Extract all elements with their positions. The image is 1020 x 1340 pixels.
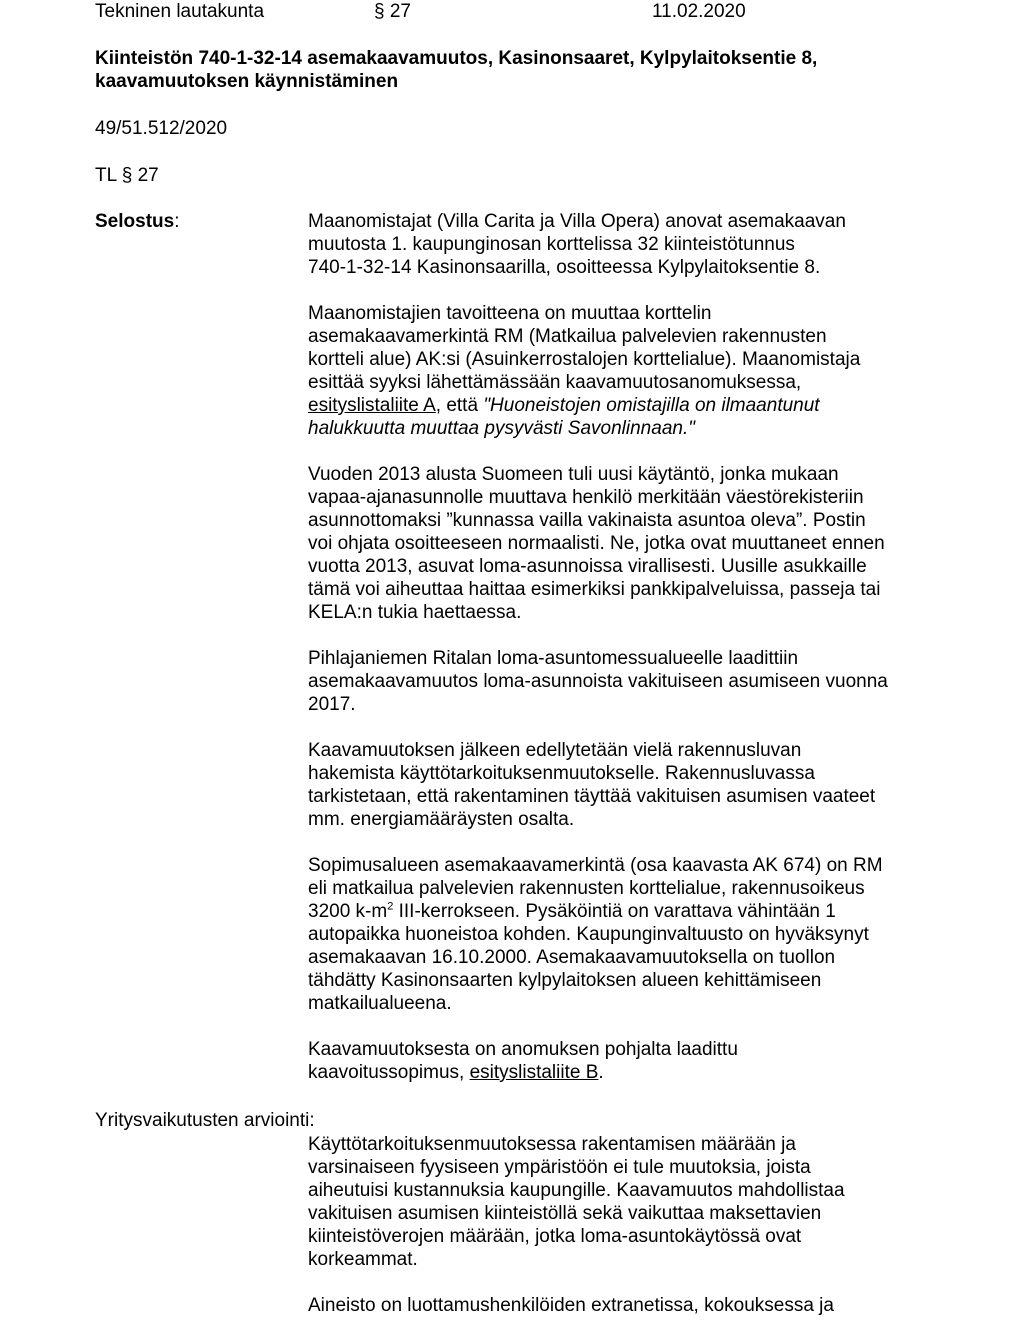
document-title [95, 47, 915, 93]
selostus-label [95, 210, 179, 233]
text-line: asemakaavan 16.10.2000. Asemakaavamuutoksella on tuollon [308, 947, 836, 968]
quote-text: halukkuutta muuttaa pysyvästi Savonlinnaan." [308, 418, 695, 439]
text-line: autopaikka huoneistoa kohden. Kaupunginvaltuusto on hyväksynyt [308, 924, 869, 945]
title-line: kaavamuutoksen käynnistäminen [95, 71, 399, 92]
attachment-a-link[interactable]: esityslistaliite A [308, 395, 436, 416]
text-line [308, 900, 948, 923]
text-fragment: III-kerrokseen. Pysäköintiä on varattava vähintään 1 [393, 901, 836, 922]
paragraph-objective [308, 302, 948, 440]
quote-text: "Huoneistojen omistajilla on ilmaantunut [483, 395, 820, 416]
diary-number: 49/51.512/2020 [95, 118, 228, 139]
section-number: § 27 [374, 1, 411, 22]
text-line: Aineisto on luottamushenkilöiden extranetissa, kokouksessa ja [308, 1295, 834, 1316]
text-line: tämä voi aiheuttaa haittaa esimerkiksi pankkipalveluissa, passeja tai [308, 579, 881, 600]
text-line: asunnottomaksi ”kunnassa vailla vakinaista asuntoa oleva”. Postin [308, 510, 866, 531]
text-line: esittää syyksi lähettämässään kaavamuutosanomuksessa, [308, 372, 802, 393]
tl-reference: TL § 27 [95, 165, 159, 186]
selostus-body [308, 210, 948, 1107]
paragraph-business-impact [308, 1133, 948, 1271]
superscript: 2 [387, 900, 394, 913]
text-line: asemakaavamerkintä RM (Matkailua palvelevien rakennusten [308, 326, 827, 347]
title-line: Kiinteistön 740-1-32-14 asemakaavamuutos, Kasinonsaaret, Kylpylaitoksentie 8, [95, 48, 818, 69]
text-line: 740-1-32-14 Kasinonsaarilla, osoitteessa Kylpylaitoksentie 8. [308, 257, 821, 278]
business-impact-label: Yritysvaikutusten arviointi: [95, 1110, 315, 1131]
text-line: muutosta 1. kaupunginosan korttelissa 32 kiinteistötunnus [308, 234, 795, 255]
text-line [308, 1061, 948, 1084]
meeting-date: 11.02.2020 [652, 1, 746, 22]
text-line: asemakaavamuutos loma-asunnoista vakituiseen asumiseen vuonna [308, 671, 888, 692]
text-fragment: . [598, 1062, 604, 1083]
text-line: Maanomistajien tavoitteena on muuttaa korttelin [308, 303, 712, 324]
text-line: vakituisen asumisen kiinteistöllä sekä vaikuttaa maksettavien [308, 1203, 822, 1224]
text-line: matkailualueena. [308, 993, 452, 1014]
text-line: kiinteistöverojen määrään, jotka loma-asuntokäytössä ovat [308, 1226, 802, 1247]
text-line: KELA:n tukia haettaessa. [308, 602, 522, 623]
text-line: Vuoden 2013 alusta Suomeen tuli uusi käytäntö, jonka mukaan [308, 464, 839, 485]
text-line: tähdätty Kasinonsaarten kylpylaitoksen alueen kehittämiseen [308, 970, 822, 991]
text-line: Sopimusalueen asemakaavamerkintä (osa kaavasta AK 674) on RM [308, 855, 883, 876]
text-line: aiheutuisi kustannuksia kaupungille. Kaavamuutos mahdollistaa [308, 1180, 845, 1201]
paragraph-practice-2013 [308, 463, 948, 624]
text-line: kortteli alue) AK:si (Asuinkerrostalojen korttelialue). Maanomistaja [308, 349, 861, 370]
text-line: Kaavamuutoksen jälkeen edellytetään vielä rakennusluvan [308, 740, 802, 761]
paragraph-zoning-designation [308, 854, 948, 1015]
paragraph-building-permit [308, 739, 948, 831]
document-header [95, 0, 995, 24]
text-fragment: , että [435, 395, 484, 416]
paragraph-pihlajaniemi [308, 647, 948, 716]
text-line: voi ohjata osoitteeseen normaalisti. Ne, jotka ovat muuttaneet ennen [308, 533, 885, 554]
selostus-label-text: Selostus [95, 211, 175, 232]
text-line: mm. energiamääräysten osalta. [308, 809, 575, 830]
text-line: vuotta 2013, asuvat loma-asunnoissa virallisesti. Uusille asukkaille [308, 556, 867, 577]
text-line: eli matkailua palvelevien rakennusten korttelialue, rakennusoikeus [308, 878, 865, 899]
selostus-label-colon: : [174, 211, 180, 232]
text-line: Pihlajaniemen Ritalan loma-asuntomessualueelle laadittiin [308, 648, 799, 669]
text-line: Kaavamuutoksesta on anomuksen pohjalta laadittu [308, 1039, 738, 1060]
board-name: Tekninen lautakunta [95, 1, 265, 22]
attachment-b-link[interactable]: esityslistaliite B [469, 1062, 599, 1083]
text-line: Maanomistajat (Villa Carita ja Villa Opera) anovat asemakaavan [308, 211, 846, 232]
paragraph-applicants [308, 210, 948, 279]
text-line: korkeammat. [308, 1249, 418, 1270]
paragraph-agreement [308, 1038, 948, 1084]
text-line [308, 394, 948, 417]
text-line: varsinaiseen fyysiseen ympäristöön ei tule muutoksia, joista [308, 1157, 811, 1178]
business-impact-body [308, 1133, 948, 1340]
text-fragment: 3200 k-m [308, 901, 388, 922]
text-line: tarkistetaan, että rakentaminen täyttää vakituisen asumisen vaateet [308, 786, 876, 807]
text-line: vapaa-ajanasunnolle muuttava henkilö merkitään väestörekisteriin [308, 487, 864, 508]
text-fragment: kaavoitussopimus, [308, 1062, 470, 1083]
text-line: Käyttötarkoituksenmuutoksessa rakentamisen määrään ja [308, 1134, 796, 1155]
text-line: hakemista käyttötarkoituksenmuutokselle. Rakennusluvassa [308, 763, 815, 784]
paragraph-materials [308, 1294, 948, 1317]
text-line: 2017. [308, 694, 356, 715]
